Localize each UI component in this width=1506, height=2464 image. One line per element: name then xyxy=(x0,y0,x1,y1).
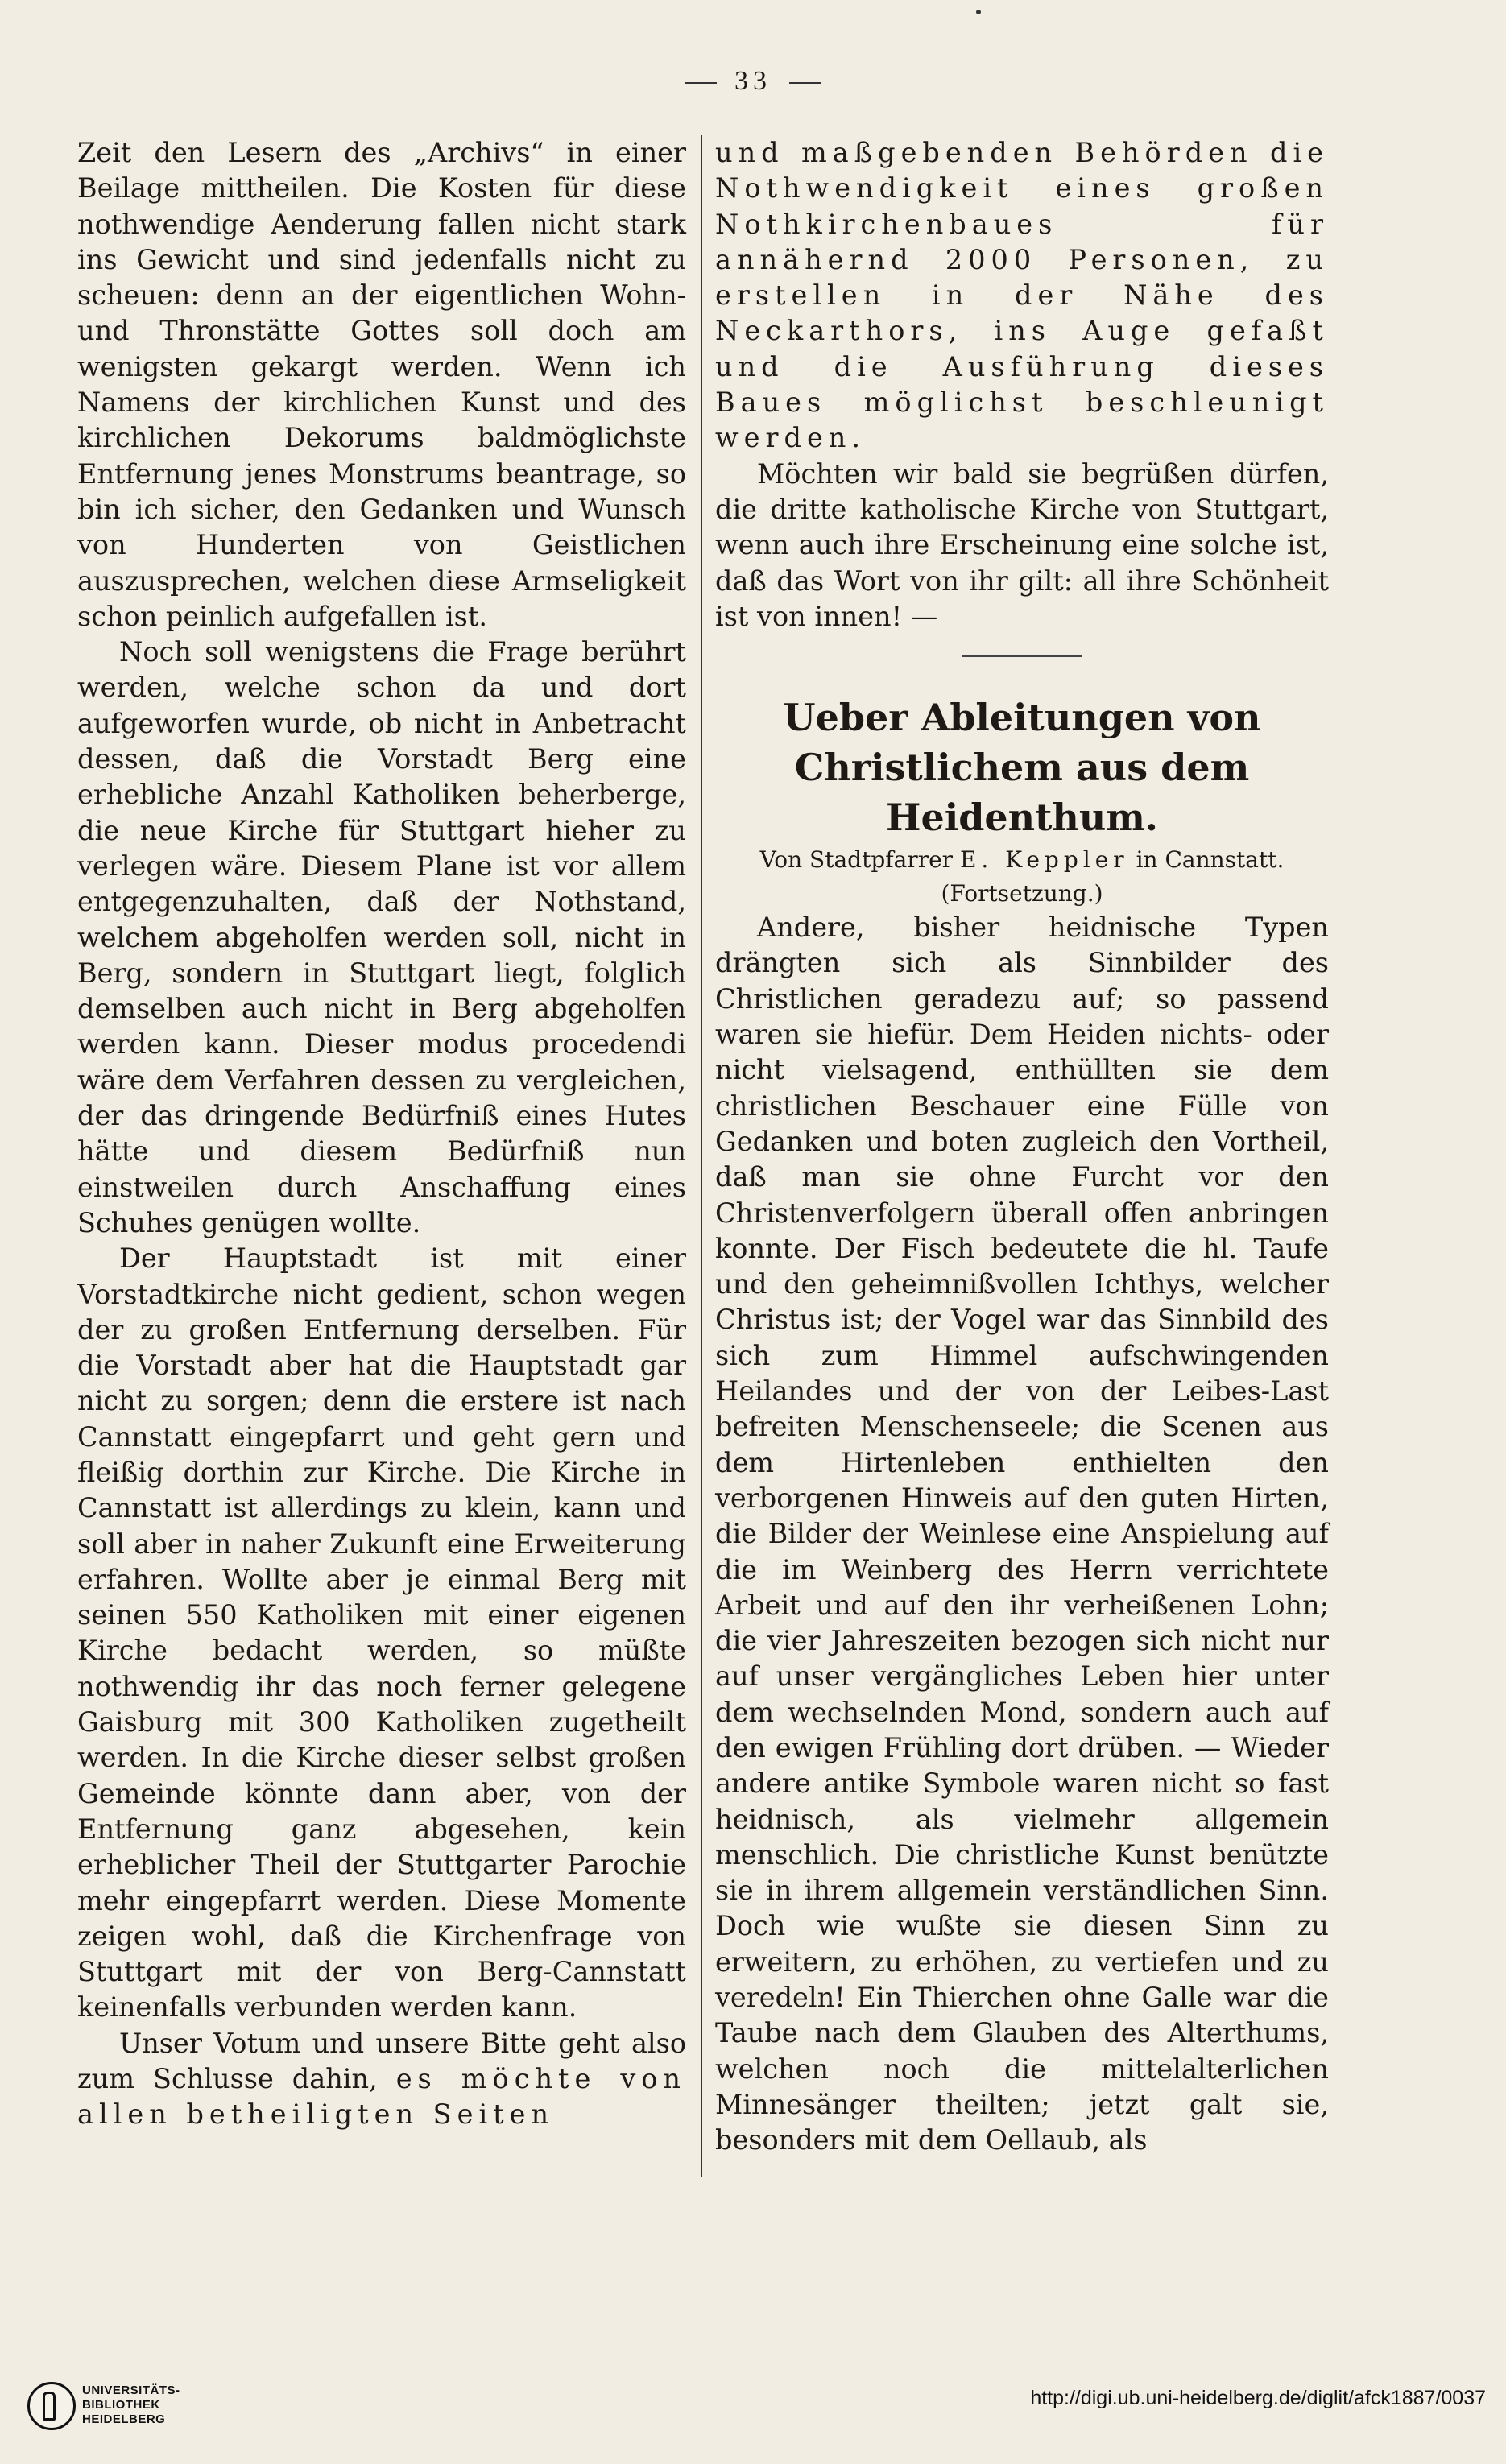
article-body: Andere, bisher heidnische Typen drängten sich als Sinnbilder des Christlichen geradezu auf; so passend waren sie hiefür. Dem Heiden nichts- oder nicht vielsagend, enthüllten sie dem christlichen Beschauer eine Fülle von Gedanken und boten zugleich den Vortheil, daß man sie ohne Furcht vor den Christenverfolgern überall offen anbringen konnte. Der Fisch bedeutete die hl. Taufe und den geheimnißvollen Ichthys, welcher Christus ist; der Vogel war das Sinnbild des sich zum Himmel aufschwingenden Heilandes und der von der Leibes-Last befreiten Menschenseele; die Scenen aus dem Hirtenleben enthielten den verborgenen Hinweis auf den guten Hirten, die Bilder der Weinlese eine Anspielung auf die im Weinberg des Herrn verrichtete Arbeit und auf den ihr verheißenen Lohn; die vier Jahreszeiten bezogen sich nicht nur auf unser vergängliches Leben hier unter dem wechselnden Mond, sondern auch auf den ewigen Frühling dort drüben. — Wieder andere antike Symbole waren nicht so fast heidnisch, als vielmehr allgemein menschlich. Die christliche Kunst benützte sie in ihrem allgemein verständlichen Sinn. Doch wie wußte sie diesen Sinn zu erweitern, zu erhöhen, zu vertiefen und zu veredeln! Ein Thierchen ohne Galle war die Taube nach dem Glauben des Alterthums, welchen noch die mittelalterlichen Minnesänger theilten; jetzt galt sie, besonders mit dem Oellaub, als xyxy=(715,912,1329,2156)
page-number xyxy=(0,66,1506,97)
university-seal-icon xyxy=(27,2382,76,2430)
section-divider xyxy=(962,655,1082,657)
left-paragraph-1: Zeit den Lesern des „Archivs“ in einer Beilage mittheilen. Die Kosten für diese nothwendige Aenderung fallen nicht stark ins Gewicht und sind jedenfalls nicht zu scheuen: denn an der eigentlichen Wohn- und Thronstätte Gottes soll doch am wenigsten gekargt werden. Wenn ich Namens der kirchlichen Kunst und des kirchlichen Dekorums baldmöglichste Entfernung jenes Monstrums beantrage, so bin ich sicher, den Gedanken und Wunsch von Hunderten von Geistlichen auszusprechen, welchen diese Armseligkeit schon peinlich aufgefallen ist. xyxy=(77,137,686,632)
byline-prefix: Von Stadtpfarrer xyxy=(759,846,954,874)
left-paragraph-4 xyxy=(77,2026,686,2133)
byline-author: E. Keppler xyxy=(959,846,1129,874)
library-logo-text xyxy=(82,2383,180,2427)
page-number-text: 33 xyxy=(734,66,772,96)
dash-left xyxy=(685,82,717,84)
continuation-note: (Fortsetzung.) xyxy=(941,880,1103,907)
left-paragraph-2: Noch soll wenigstens die Frage berührt werden, welche schon da und dort aufgeworfen wurde, ob nicht in Anbetracht dessen, daß die Vorstadt Berg eine erhebliche Anzahl Katholiken beherberge, die neue Kirche für Stuttgart hieher zu verlegen wäre. Diesem Plane ist vor allem entgegenzuhalten, daß der Nothstand, welchem abgeholfen werden soll, nicht in Berg, sondern in Stuttgart liegt, folglich demselben auch nicht in Berg abgeholfen werden kann. Dieser modus procedendi wäre dem Verfahren dessen zu vergleichen, der das dringende Bedürfniß eines Hutes hätte und diesem Bedürfniß nun einstweilen durch Anschaffung eines Schuhes genügen wollte. xyxy=(77,636,686,1238)
left-paragraph-3: Der Hauptstadt ist mit einer Vorstadtkirche nicht gedient, schon wegen der zu großen Entfernung derselben. Für die Vorstadt aber hat die Hauptstadt gar nicht zu sorgen; denn die erstere ist nach Cannstatt eingepfarrt und geht gern und fleißig dorthin zur Kirche. Die Kirche in Cannstatt ist allerdings zu klein, kann und soll aber in naher Zukunft eine Erweiterung erfahren. Wollte aber je einmal Berg mit seinen 550 Katholiken mit einer eigenen Kirche bedacht werden, so müßte nothwendig ihr das noch ferner gelegene Gaisburg mit 300 Katholiken zugetheilt werden. In die Kirche dieser selbst großen Gemeinde könnte dann aber, von der Entfernung ganz abgesehen, kein erheblicher Theil der Stuttgarter Parochie mehr eingepfarrt werden. Diese Momente zeigen wohl, daß die Kirchenfrage von Stuttgart mit der von Berg-Cannstatt keinenfalls verbunden werden kann. xyxy=(77,1242,686,2024)
logo-line-1: UNIVERSITÄTS- xyxy=(82,2383,180,2397)
right-closing-paragraph: Möchten wir bald sie begrüßen dürfen, die dritte katholische Kirche von Stuttgart, wenn auch ihre Erscheinung eine solche ist, daß das Wort von ihr gilt: all ihre Schönheit ist von innen! — xyxy=(715,457,1329,632)
column-divider xyxy=(701,135,702,2177)
speck-mark xyxy=(976,10,981,14)
dash-right xyxy=(789,82,821,84)
article-byline xyxy=(715,842,1329,878)
right-spaced-paragraph: und maßgebenden Behörden die Nothwendigkeit eines großen Nothkirchenbaues für annähernd 2000 Personen, zu erstellen in der Nähe des Neckarthors, ins Auge gefaßt und die Ausführung dieses Baues möglichst beschleunigt werden. xyxy=(715,137,1329,454)
source-url-link[interactable]: http://digi.ub.uni-heidelberg.de/diglit/afck1887/0037 xyxy=(1030,2387,1486,2409)
left-spaced-text: es möchte von allen betheiligten Seiten xyxy=(77,2063,686,2131)
library-logo xyxy=(0,2375,180,2440)
left-column xyxy=(77,135,686,2133)
right-column xyxy=(715,135,1329,2159)
byline-suffix: in Cannstatt. xyxy=(1136,846,1285,874)
logo-line-3: HEIDELBERG xyxy=(82,2412,166,2426)
article-title: Ueber Ableitungen von Christlichem aus dem Heidenthum. xyxy=(783,696,1261,840)
logo-line-2: BIBLIOTHEK xyxy=(82,2398,160,2412)
left-paragraph-4-text: Unser Votum und unsere Bitte geht also zum Schlusse dahin, xyxy=(77,2027,686,2095)
